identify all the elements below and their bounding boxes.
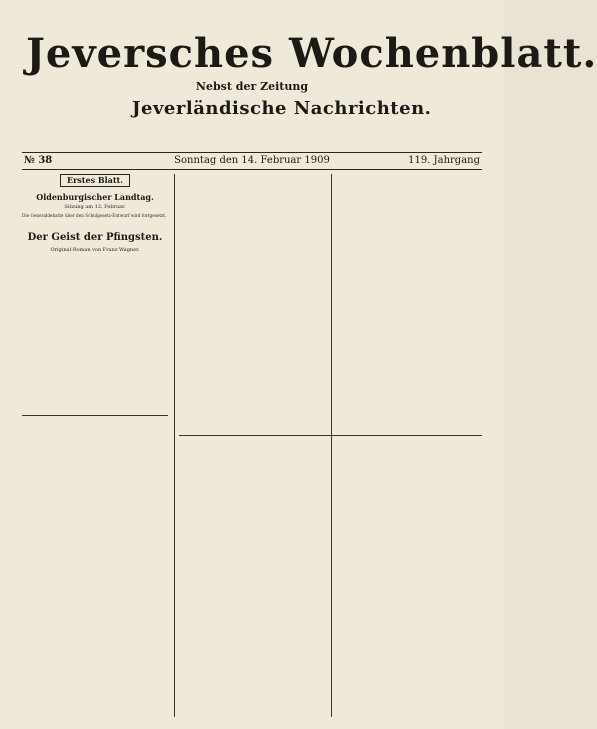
masthead-title: Jeversches Wochenblatt. [26,30,597,77]
column-1 [22,174,168,717]
serial-subheading: Original-Roman von Franz Wagner. [50,246,140,253]
issue-number: № 38 [24,155,53,166]
serial-column-3 [336,438,482,717]
column-rule [174,174,175,717]
dateline [22,152,482,170]
masthead-subrow [22,80,482,124]
landtag-sitting: Sitzung am 12. Februar. [64,204,126,210]
column-3 [336,174,482,434]
masthead-subtitle-main: Jeverländische Nachrichten. [132,98,432,119]
serial-column-2 [179,438,325,717]
masthead-subtitle-top: Nebst der Zeitung [195,80,309,93]
column-2 [179,174,325,434]
column-rule [331,174,332,717]
landtag-heading: Oldenburgischer Landtag. [36,192,154,202]
serial-heading: Der Geist der Pfingsten. [27,231,163,243]
section-rule [179,435,482,436]
issue-date: Sonntag den 14. Februar 1909 [174,155,330,166]
paragraph: Die Generaldebatte über den Schulgesetz-Entwurf wird fortgesetzt. [22,213,167,218]
issue-year: 119. Jahrgang [408,155,480,166]
first-sheet-label: Erstes Blatt. [60,174,130,187]
